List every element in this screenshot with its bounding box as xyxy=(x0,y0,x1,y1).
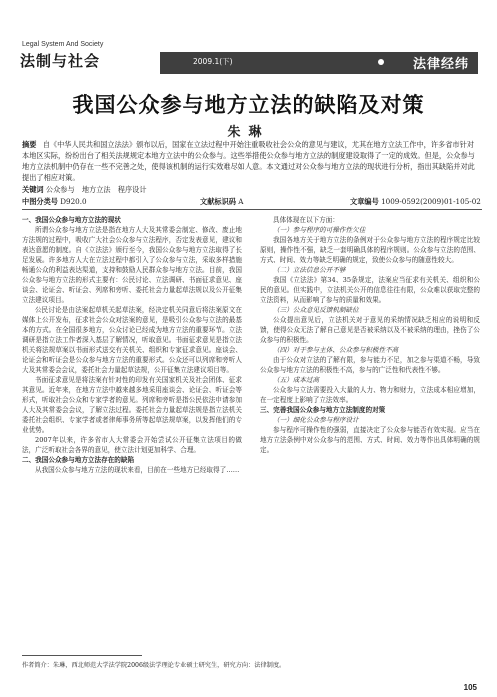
article-number xyxy=(350,197,481,207)
body-paragraph: 公民讨论是由法案起草机关起草法案，经决定机关同意后将法案原文在媒体上公开发布，征求社会公众对法案的意见，是吸引公众参与立法的最基本的方式。在全国很多地方，公众讨论已经成为地方立法的重要环节。立法调研是指立法工作者深入基层了解情况，听取意见。书面征求意见是指立法机关将法规草案以书面形式送交有关机关、组织和专家征求意见。座谈会、论证会和听证会是公众参与地方立法的重要形式。公众还可以列席和旁听人大及其常委会会议，委托社会力量起草法规，公开征集立法建议项目等。 xyxy=(22,306,242,374)
issue-number: 2009.1(下) xyxy=(193,57,233,66)
article-author: 朱琳 xyxy=(227,125,270,140)
body-paragraph: 公众提出意见后，立法机关对于意见的采纳情况缺乏相应的说明和反馈，使得公众无法了解自己意见是否被采纳以及不被采纳的理由，挫伤了公众参与的积极性。 xyxy=(260,316,480,344)
clc-number xyxy=(22,197,87,207)
abstract xyxy=(22,139,480,183)
article-number-label: 文章编号 xyxy=(350,197,379,206)
body-paragraph: 我国《立法法》第34、35条规定，法案应当征求有关机关、组织和公民的意见。但实践中，立法机关公开的信息往往有限，公众难以获取完整的立法资料，从而影响了参与的质量和效果。 xyxy=(260,276,480,304)
abstract-text: 自《中华人民共和国立法法》颁布以后，国家在立法过程中开始注重吸收社会公众的意见与建议，尤其在地方立法工作中，许多省市针对本地区实际，纷纷出台了相关法规规定本地方立法中的公众参与。这些举措使公众参与地方立法的制度建设取得了一定的成效。但是，公众参与地方立法机制中仍存在一些不完善之处，使得该机制的运行实效难尽如人意。本文通过对公众参与地方立法的现状进行分析，指出其缺陷并对此提出了相应对策。 xyxy=(22,140,475,182)
body-paragraph: 参与程序可操作性的强弱，直接决定了公众参与能否有效实现。应当在地方立法条例中对公众参与的范围、方式、时间、效力等作出具体明确的规定。 xyxy=(260,426,480,454)
body-paragraph: 具体体现在以下方面： xyxy=(273,216,339,224)
body-paragraph: 从我国公众参与地方立法的现状来看，目前在一些地方已经取得了…… xyxy=(35,466,240,474)
journal-logo: 法制与社会 xyxy=(20,52,101,70)
journal-english-title: Legal System And Society xyxy=(22,41,104,48)
subsection-heading: （一）参与程序的可操作性欠佳 xyxy=(273,226,366,234)
article-number-value: 1009-0592(2009)01-105-02 xyxy=(381,197,481,206)
page-number: 105 xyxy=(463,683,477,692)
body-paragraph: 我国各地方关于地方立法的条例对于公众参与地方立法的程序规定比较原则，操作性不强，缺乏一套明确具体的程序规则。公众参与立法的范围、方式、时间、效力等缺乏明确的规定，致使公众参与的随意性较大。 xyxy=(260,236,480,264)
body-paragraph: 由于公众对立法的了解有限，参与能力不足，加之参与渠道不畅，导致公众参与地方立法的积极性不高，参与的广泛性和代表性不够。 xyxy=(260,356,480,374)
keywords-label: 关键词 xyxy=(22,185,44,194)
keywords-text: 公众参与 地方立法 程序设计 xyxy=(45,185,147,194)
subsection-heading: （一）细化公众参与程序设计 xyxy=(273,416,359,424)
section-name: 法律经纬 xyxy=(412,57,469,72)
doc-code-value: A xyxy=(238,197,244,206)
subsection-heading: （二）立法信息公开不够 xyxy=(273,266,346,274)
body-right-column xyxy=(260,215,480,455)
body-paragraph: 所谓公众参与地方立法是指在地方人大及其常委会制定、修改、废止地方法规的过程中，吸收广大社会公众参与立法程序，否定发表意见，建议和表达意愿的制度。自《立法法》颁行至今，我国公众参与地方立法取得了长足发展。许多地方人大在立法过程中都引入了公众参与立法，采取多样措施畅通公众的利益表达渠道，支持和鼓励人民群众参与地方立法。目前，我国公众参与地方立法的形式主要有：公民讨论、立法调研、书面征求意见、座谈会、论证会、听证会、列席和旁听、委托社会力量起草法规以及公开征集立法建议项目。 xyxy=(22,226,242,304)
subsection-heading: （三）公众意见反馈机制缺位 xyxy=(273,306,359,314)
bullet-dot-icon xyxy=(378,59,384,65)
section-heading: 二、我国公众参与地方立法存在的缺陷 xyxy=(22,456,135,464)
subsection-heading: （四）对于参与主体、公众参与积极性不高 xyxy=(273,346,399,354)
doc-code-label: 文献标识码 xyxy=(200,197,236,206)
section-heading: 三、完善我国公众参与地方立法制度的对策 xyxy=(260,406,386,414)
footnote-divider xyxy=(22,655,142,656)
body-left-column xyxy=(22,215,242,475)
body-paragraph: 书面征求意见是将法案有针对性的印发有关国家机关及社会团体、征求其意见。近年来，在地方立法中越来越多地采用座谈会、论证会、听证会等形式，听取社会公众和专家学者的意见。列席和旁听是指公民依法申请参加人大及其常委会会议，了解立法过程。委托社会力量起草法规是指立法机关委托社会组织、专家学者或者律师事务所等起草法规草案，以发挥他们的专业优势。 xyxy=(22,376,242,434)
abstract-label: 摘要 xyxy=(22,140,37,149)
keywords xyxy=(22,185,147,195)
body-paragraph: 公众参与立法需要投入大量的人力、物力和财力，立法成本相应增加，在一定程度上影响了立法效率。 xyxy=(260,386,480,404)
clc-value: D920.0 xyxy=(60,197,87,206)
author-footnote: 作者简介：朱琳，西北师范大学法学院2006级法学理论专业硕士研究生，研究方向：法律制度。 xyxy=(22,662,286,669)
section-heading: 一、我国公众参与地方立法的现状 xyxy=(22,216,121,224)
body-paragraph: 2007年以来，许多省市人大常委会开始尝试公开征集立法项目的做法，广泛听取社会各界的意见，使立法计划更加科学、合理。 xyxy=(22,436,242,454)
clc-label: 中图分类号 xyxy=(22,197,58,206)
article-title: 我国公众参与地方立法的缺陷及对策 xyxy=(72,93,425,117)
document-code xyxy=(200,197,243,207)
divider xyxy=(22,209,482,210)
subsection-heading: （五）成本过高 xyxy=(273,376,320,384)
